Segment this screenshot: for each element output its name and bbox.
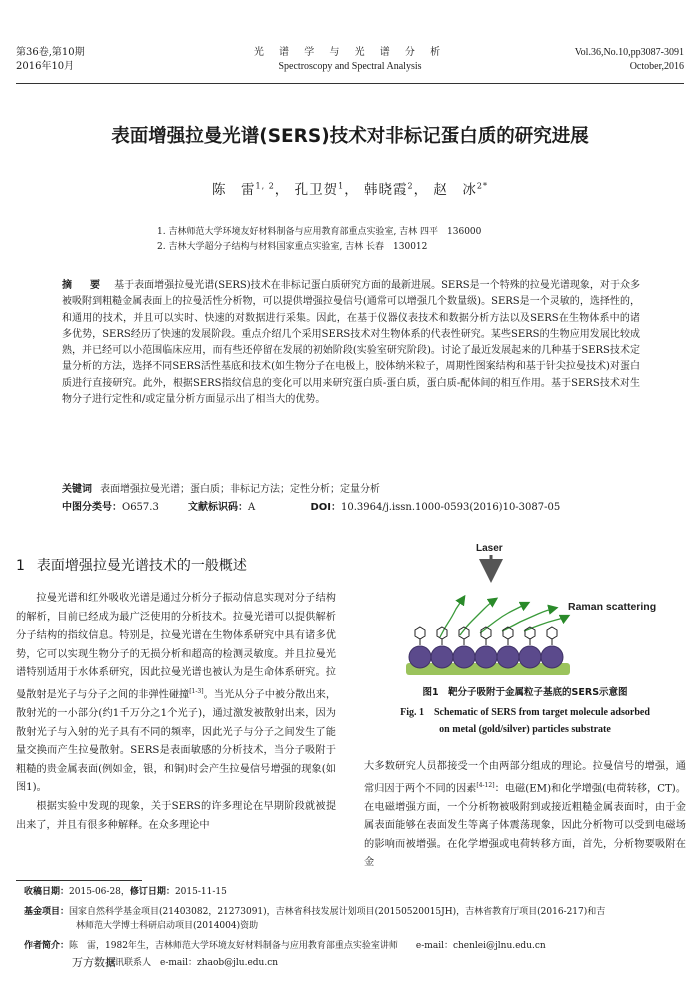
figure-caption-en: Fig. 1 Schematic of SERS from target molecule adsorbed on metal (gold/silver) particles substrate: [400, 707, 650, 735]
journal-issue: 第36卷,第10期 2016年10月: [16, 47, 85, 72]
affiliation: 2. 吉林大学超分子结构与材料国家重点实验室, 吉林 长春 130012: [157, 242, 428, 252]
header-rule: [16, 83, 684, 84]
keywords: 关键词 表面增强拉曼光谱；蛋白质；非标记方法；定性分析；定量分析: [62, 484, 380, 495]
citation: [1-3]: [189, 687, 204, 695]
affiliation: 1. 吉林师范大学环境友好材料制备与应用教育部重点实验室, 吉林 四平 136000: [157, 227, 482, 237]
author: 孔卫贺: [294, 182, 339, 198]
paragraph: 拉曼光谱和红外吸收光谱是通过分析分子振动信息实现对分子结构的解析，目前已经成为最广泛使用的分析技术。拉曼光谱可以提供解析分子结构的指纹信息。特别是，拉曼光谱在生物体系研究中具有诸多优势，它可以实现生物分子的无损分析和超高的检测灵敏度。并且拉曼光谱特别适用于水体系研究，因此拉曼光谱也被认为是生命体系研究。拉曼散射是光子与分子之间的非弹性碰撞[1-3]。当光从分子中被分散出来，散射光的一小部分(约1千万分之1个光子)，通过激发被散射出来，因为散射光子与入射的光子具有不同的频率，因此光子与分子之间发生了能量交换而产生拉曼散射。SERS是表面敏感的分析技术，当分子吸附于粗糙的贵金属表面(例如金，银，和铜)时会产生拉曼信号增强的现象(如图1)。: [16, 593, 337, 794]
running-header: [0, 46, 700, 82]
fund-info: 基金项目：国家自然科学基金项目(21403082，21273091)，吉林省科技发展计划项目(20150520015JH)，吉林省教育厅项目(2016-217)和吉 林师范大学博士科研启动项目(2014004)资助: [24, 907, 606, 931]
citation: [4-12]: [476, 781, 495, 789]
corresponding-author: 通讯联系人 e-mail：zhaob@jlu.edu.cn: [106, 958, 279, 968]
abstract-label: 摘 要: [62, 280, 105, 291]
abstract: [62, 278, 640, 408]
figure-caption-cn: 图1 靶分子吸附于金属粒子基底的SERS示意图: [422, 687, 628, 698]
footnote-rule: [16, 880, 142, 881]
author-list: 陈 雷$^{1, 2}$， 孔卫贺$^1$， 韩晓霞$^2$， 赵 冰$^{2*}$: [212, 181, 488, 198]
left-column: [16, 590, 336, 835]
raman-scattering-label: Raman scattering: [568, 601, 657, 613]
author: 赵 冰: [433, 182, 477, 198]
paragraph: 根据实验中发现的现象，关于SERS的许多理论在早期阶段就被提出来了，并且有很多种解释。在众多理论中: [16, 800, 336, 831]
keywords-label: 关键词: [62, 484, 92, 495]
section-heading: 1 表面增强拉曼光谱技术的一般概述: [16, 558, 247, 574]
laser-label: Laser: [476, 543, 503, 554]
author: 韩晓霞: [363, 182, 408, 198]
classification-line: 中图分类号：O657.3 文献标识码：A DOI：10.3964/j.issn.1000-0593(2016)10-3087-05: [62, 502, 561, 513]
right-column: 大多数研究人员都接受一个由两部分组成的理论。拉曼信号的增强，通常归因于两个不同的因素[4-12]：电磁(EM)和化学增强(电荷转移，CT)。在电磁增强方面，一个分析物被吸附到或接近粗糙金属表面时，由于金属表面能够在表面发生等离子体震荡现象，因此分析物可以受到电磁场的影响而被增强。在化学增强或电荷转移方面，首先，分析物要吸附在金: [364, 761, 687, 869]
author: 陈 雷: [212, 182, 256, 198]
journal-volume: Vol.36,No.10,pp3087-3091 October,2016: [574, 47, 684, 72]
paper-title: 表面增强拉曼光谱(SERS)技术对非标记蛋白质的研究进展: [111, 126, 589, 147]
journal-name: 光 谱 学 与 光 谱 分 析 Spectroscopy and Spectral Analysis: [253, 47, 447, 72]
target-molecules: [415, 627, 557, 645]
sers-schematic-figure: [400, 537, 690, 677]
abstract-text: 基于表面增强拉曼光谱(SERS)技术在非标记蛋白质研究方面的最新进展。SERS是一个特殊的拉曼光谱现象，对于众多被吸附到粗糙金属表面上的拉曼活性分析物，可以提供增强拉曼信号(通常可以增强几个数量级)。SERS是一个灵敏的，选择性的，和通用的技术，并且可以实时、快速的对数据进行采集。因此，在基于仪器仪表技术和数据分析方法以及SERS在生物体系中的诸多优势，SERS经历了快速的发展阶段。重点介绍几个采用SERS技术对生物体系的代表性研究。某些SERS的生物应用发展比较成熟，并已经可以小范围临床应用，而有些还停留在发展的初始阶段(实验室研究阶段)。讨论了最近发展起来的几种基于SERS技术定量分析的方法，选择不同SERS活性基底和技术(如生物分子在电极上，胶体纳米粒子，周期性图案结构和基于针尖拉曼技术)对蛋白质进行直接研究。此外，根据SERS指纹信息的变化可以用来研究蛋白质-蛋白质，蛋白质-配体间的相互作用。基于SERS技术对生物分子进行定性和/或定量分析方面显示出了相当大的优势。: [62, 280, 640, 406]
author-bio: 作者简介：陈 雷，1982年生，吉林师范大学环境友好材料制备与应用教育部重点实验室讲师 e-mail：chenlei@jlnu.edu.cn: [24, 941, 546, 951]
received-date: 收稿日期：2015-06-28，修订日期：2015-11-15: [24, 887, 227, 897]
watermark: 万方数据: [72, 956, 116, 969]
doi: 10.3964/j.issn.1000-0593(2016)10-3087-05: [340, 502, 561, 513]
